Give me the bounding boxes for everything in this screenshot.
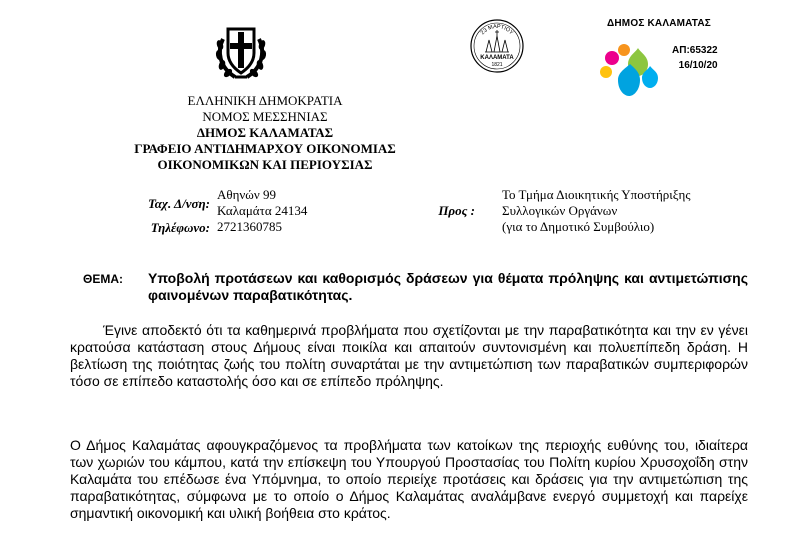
issuer-block [100,93,430,173]
issuer-line-4: ΓΡΑΦΕΙΟ ΑΝΤΙΔΗΜΑΡΧΟΥ ΟΙΚΟΝΟΜΙΑΣ [134,141,396,156]
subject-text: Υποβολή προτάσεων και καθορισμός δράσεων για θέματα πρόληψης και αντιμετώπισης φαινομένων παραβατικότητας. [148,270,748,303]
recipient-line-1: Το Τμήμα Διοικητικής Υποστήριξης [502,187,691,202]
phone-number: 2721360785 [217,219,282,234]
protocol-info [672,43,718,73]
address-street: Αθηνών 99 [217,187,276,202]
issuer-line-2: ΝΟΜΟΣ ΜΕΣΣΗΝΙΑΣ [202,109,328,124]
subject-label: ΘΕΜΑ: [83,272,123,286]
issuer-line-5: ΟΙΚΟΝΟΜΙΚΩΝ ΚΑΙ ΠΕΡΙΟΥΣΙΑΣ [157,157,373,172]
body-paragraph-1 [70,322,748,390]
protocol-date: 16/10/20 [678,60,718,71]
postal-address-label: Ταχ. Δ/νση: [147,196,210,211]
recipient-line-3: (για το Δημοτικό Συμβούλιο) [502,219,655,234]
issuer-line-1: ΕΛΛΗΝΙΚΗ ΔΗΜΟΚΡΑΤΙΑ [187,93,343,108]
municipality-name-top: ΔΗΜΟΣ ΚΑΛΑΜΑΤΑΣ [607,18,711,29]
recipient-label: Προς : [438,203,475,218]
body-paragraph-1-text: Έγινε αποδεκτό ότι τα καθημερινά προβλήματα που σχετίζονται με την παραβατικότητα και την εν γένει κρατούσα κατάσταση στους Δήμους είναι ποικίλα και απαιτούν συντονισμένη και πολυεπίπεδη δράση. Η βελτίωση της ποιότητας ζωής του πολίτη συναρτάται με την αντιμετώπιση των παραβατικών συμπεριφορών τόσο σε επίπεδο καταστολής όσο και σε επίπεδο πρόληψης. [70,322,748,389]
phone-label: Τηλέφωνο: [150,220,210,235]
seal-year: 1821 [491,62,503,68]
kalamata-seal-icon [469,18,525,74]
municipality-logo-icon [598,38,670,98]
body-paragraph-2: Ο Δήμος Καλαμάτας αφουγκραζόμενος τα προβλήματα των κατοίκων της περιοχής ευθύνης του, ιδιαίτερα των χωριών του κάμπου, κατά την επίσκεψη του Υπουργού Προστασίας του Πολίτη κυρίου Χρυσοχοΐδη στην Καλαμάτα του επέδωσε ένα Υπόμνημα, το οποίο περιείχε προτάσεις και δράσεις για την αντιμετώπιση της παραβατικότητας, σύμφωνα με το οποίο ο Δήμος Καλαμάτας αναλάμβανε ενεργό συμμετοχή και παρείχε σημαντική οικονομική και υλική βοήθεια στο κράτος. [70,437,748,521]
issuer-line-3: ΔΗΜΟΣ ΚΑΛΑΜΑΤΑΣ [196,125,334,140]
seal-text-bottom: ΚΑΛΑΜΑΤΑ [480,55,514,61]
seal-text-top: 23 ΜΑΡΤΙΟΥ [479,23,515,37]
address-city: Καλαμάτα 24134 [217,203,308,218]
protocol-number: ΑΠ:65322 [672,45,718,56]
greek-emblem-icon [213,19,269,83]
recipient-line-2: Συλλογικών Οργάνων [502,203,618,218]
